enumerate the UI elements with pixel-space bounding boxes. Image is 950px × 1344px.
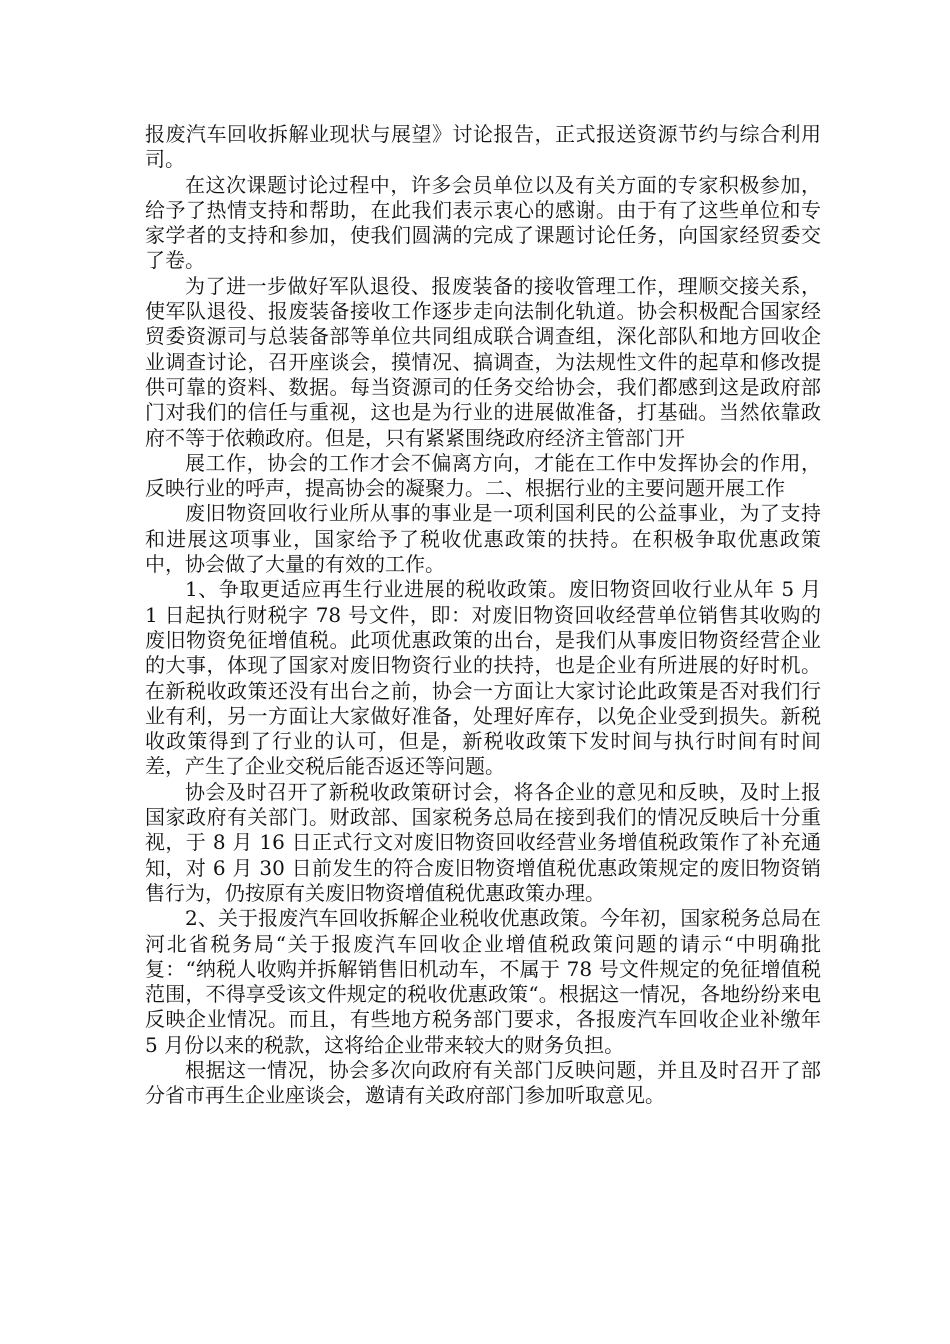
paragraph-7: 协会及时召开了新税收政策研讨会，将各企业的意见和反映，及时上报国家政府有关部门。财政部、国家税务总局在接到我们的情况反映后十分重视，于 8 月 16 日正式行文对废旧物资回收经营业务增值税政策作了补充通知，对 6 月 30 日前发生的符合废旧物资增值税优惠政策规定的废旧物资销售行为，仍按原有关废旧物资增值税优惠政策办理。 bbox=[145, 779, 821, 905]
paragraph-5: 废旧物资回收行业所从事的事业是一项利国利民的公益事业，为了支持和进展这项事业，国家给予了税收优惠政策的扶持。在积极争取优惠政策中，协会做了大量的有效的工作。 bbox=[145, 501, 821, 577]
paragraph-3: 为了进一步做好军队退役、报废装备的接收管理工作，理顺交接关系，使军队退役、报废装备接收工作逐步走向法制化轨道。协会积极配合国家经贸委资源司与总装备部等单位共同组成联合调查组，深化部队和地方回收企业调查讨论，召开座谈会，摸情况、搞调查，为法规性文件的起草和修改提供可靠的资料、数据。每当资源司的任务交给协会，我们都感到这是政府部门对我们的信任与重视，这也是为行业的进展做准备，打基础。当然依靠政府不等于依赖政府。但是，只有紧紧围绕政府经济主管部门开 bbox=[145, 273, 821, 450]
paragraph-6: 1、争取更适应再生行业进展的税收政策。废旧物资回收行业从年 5 月 1 日起执行财税字 78 号文件，即：对废旧物资回收经营单位销售其收购的废旧物资免征增值税。此项优惠政策的出台，是我们从事废旧物资经营企业的大事，体现了国家对废旧物资行业的扶持，也是企业有所进展的好时机。在新税收政策还没有出台之前，协会一方面让大家讨论此政策是否对我们行业有利，另一方面让大家做好准备，处理好库存，以免企业受到损失。新税收政策得到了行业的认可，但是，新税收政策下发时间与执行时间有时间差，产生了企业交税后能否返还等问题。 bbox=[145, 577, 821, 779]
paragraph-8: 2、关于报废汽车回收拆解企业税收优惠政策。今年初，国家税务总局在河北省税务局“关于报废汽车回收企业增值税政策问题的请示“中明确批复：“纳税人收购并拆解销售旧机动车，不属于 78 号文件规定的免征增值税范围，不得享受该文件规定的税收优惠政策“。根据这一情况，各地纷纷来电反映企业情况。而且，有些地方税务部门要求，各报废汽车回收企业补缴年 5 月份以来的税款，这将给企业带来较大的财务负担。 bbox=[145, 906, 821, 1057]
paragraph-1: 报废汽车回收拆解业现状与展望》讨论报告，正式报送资源节约与综合利用司。 bbox=[145, 122, 821, 172]
paragraph-9: 根据这一情况，协会多次向政府有关部门反映问题，并且及时召开了部分省市再生企业座谈会，邀请有关政府部门参加听取意见。 bbox=[145, 1057, 821, 1108]
document-body bbox=[145, 122, 821, 1109]
paragraph-4: 展工作，协会的工作才会不偏离方向，才能在工作中发挥协会的作用，反映行业的呼声，提高协会的凝聚力。二、根据行业的主要问题开展工作 bbox=[145, 450, 821, 501]
paragraph-2: 在这次课题讨论过程中，许多会员单位以及有关方面的专家积极参加，给予了热情支持和帮助，在此我们表示衷心的感谢。由于有了这些单位和专家学者的支持和参加，使我们圆满的完成了课题讨论任务，向国家经贸委交了卷。 bbox=[145, 172, 821, 273]
